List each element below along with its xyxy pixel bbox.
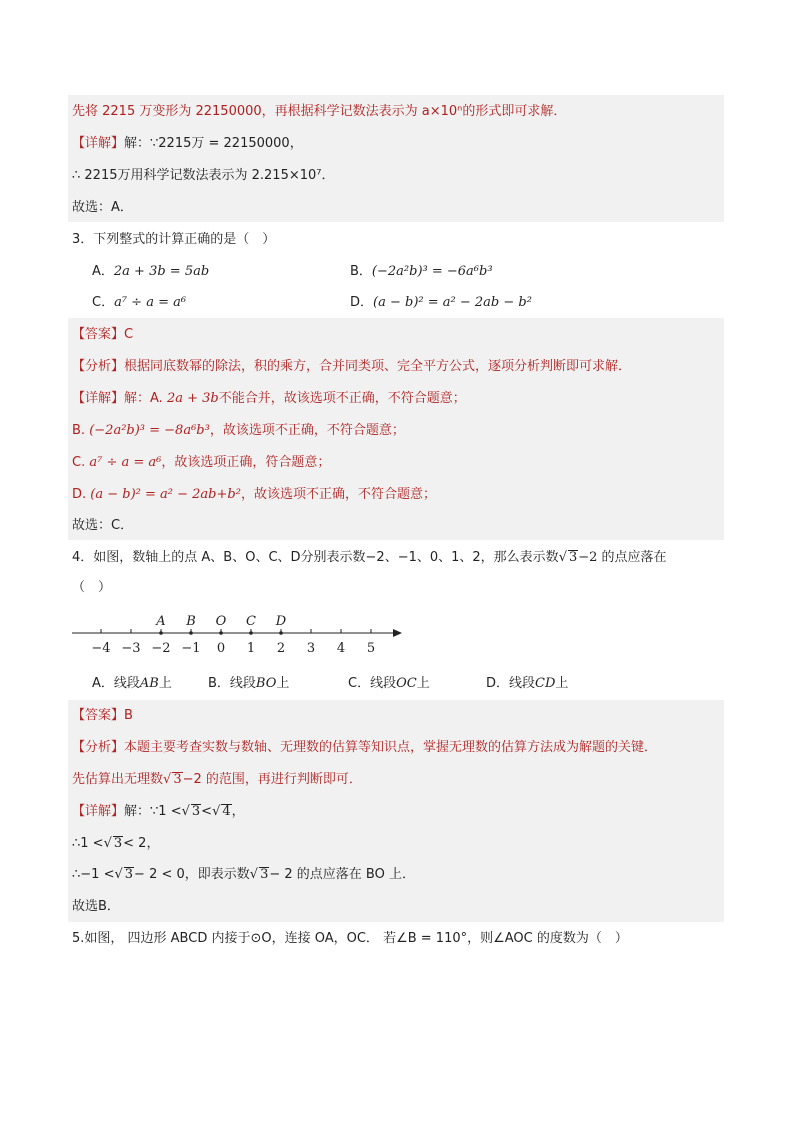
point-dot [219, 631, 223, 635]
q3-option-b: B．(−2a²b)³ = −6a⁶b³ [350, 264, 493, 279]
axis-tick-label: 2 [276, 641, 286, 656]
number-line-figure [68, 612, 408, 657]
q4-option-d: D．线段CD上 [486, 676, 569, 691]
axis-tick-label: −2 [151, 641, 171, 656]
axis-tick-label: −3 [121, 641, 141, 656]
q4-analysis: 【分析】本题主要考查实数与数轴、无理数的估算等知识点，掌握无理数的估算方法成为解题的关键． [72, 740, 658, 755]
q2-detail-line: 【详解】解：∵2215万 = 22150000， [72, 136, 303, 151]
q4-conclusion: 故选B． [72, 899, 120, 914]
point-label: A [156, 614, 166, 629]
point-label: O [215, 614, 227, 629]
point-dot [159, 631, 163, 635]
q4-option-b: B．线段BO上 [208, 676, 290, 691]
axis-arrow-icon [393, 629, 402, 637]
q3-detail-b: B. (−2a²b)³ = −8a⁶b³，故该选项不正确，不符合题意； [72, 423, 405, 438]
q4-option-a: A．线段AB上 [92, 676, 172, 691]
q4-analysis-2: 先估算出无理数√ 3−2 的范围，再进行判断即可． [72, 772, 362, 787]
q4-answer: 【答案】B [72, 708, 133, 723]
q3-stem: 3．下列整式的计算正确的是（ ） [72, 232, 276, 247]
axis-tick-label: −1 [181, 641, 201, 656]
q2-detail-line-2: ∴ 2215万用科学记数法表示为 2.215×10⁷． [72, 168, 335, 183]
q3-conclusion: 故选：C． [72, 518, 134, 533]
q3-detail-c: C. a⁷ ÷ a = a⁶，故该选项正确，符合题意； [72, 455, 331, 470]
point-label: C [246, 614, 256, 629]
q3-detail-d: D. (a − b)² = a² − 2ab+b²，故该选项不正确，不符合题意； [72, 487, 436, 502]
point-label: B [186, 614, 196, 629]
point-label: D [275, 614, 287, 629]
q3-analysis: 【分析】根据同底数幂的除法，积的乘方，合并同类项、完全平方公式，逐项分析判断即可求解． [72, 359, 632, 374]
q3-option-a: A．2a + 3b = 5ab [92, 264, 210, 279]
q5-stem: 5.如图， 四边形 ABCD 内接于⊙O，连接 OA，OC． 若∠B = 110°，则∠AOC 的度数为（ ） [72, 931, 628, 946]
q4-stem-bracket: （ ） [72, 580, 112, 595]
q4-step-2: ∴1 <√ 3< 2， [72, 836, 160, 851]
q4-stem: 4．如图，数轴上的点 A、B、O、C、D分别表示数−2、−1、0、1、2，那么表示数√ 3−2 的点应落在 [72, 550, 667, 565]
point-dot [189, 631, 193, 635]
q3-detail: 【详解】解：A. 2a + 3b不能合并，故该选项不正确，不符合题意； [72, 391, 466, 406]
axis-tick-label: −4 [91, 641, 111, 656]
detail-tag: 【详解】 [72, 136, 125, 151]
q2-hint-line: 先将 2215 万变形为 22150000，再根据科学记数法表示为 a×10ⁿ的形式即可求解． [72, 104, 567, 119]
q3-option-c: C．a⁷ ÷ a = a⁶ [92, 295, 187, 310]
q3-option-d: D．(a − b)² = a² − 2ab − b² [350, 295, 532, 310]
axis-tick-label: 3 [306, 641, 316, 656]
axis-tick-label: 0 [216, 641, 226, 656]
axis-tick-label: 5 [366, 641, 376, 656]
axis-tick-label: 1 [246, 641, 256, 656]
point-dot [279, 631, 283, 635]
q4-option-c: C．线段OC上 [348, 676, 430, 691]
q2-conclusion: 故选：A． [72, 200, 133, 215]
q4-detail: 【详解】解：∵1 <√ 3<√ 4， [72, 804, 245, 819]
point-dot [249, 631, 253, 635]
q3-answer: 【答案】C [72, 327, 134, 342]
axis-tick-label: 4 [336, 641, 346, 656]
q4-step-3: ∴−1 <√ 3− 2 < 0，即表示数√ 3− 2 的点应落在 BO 上． [72, 867, 415, 882]
